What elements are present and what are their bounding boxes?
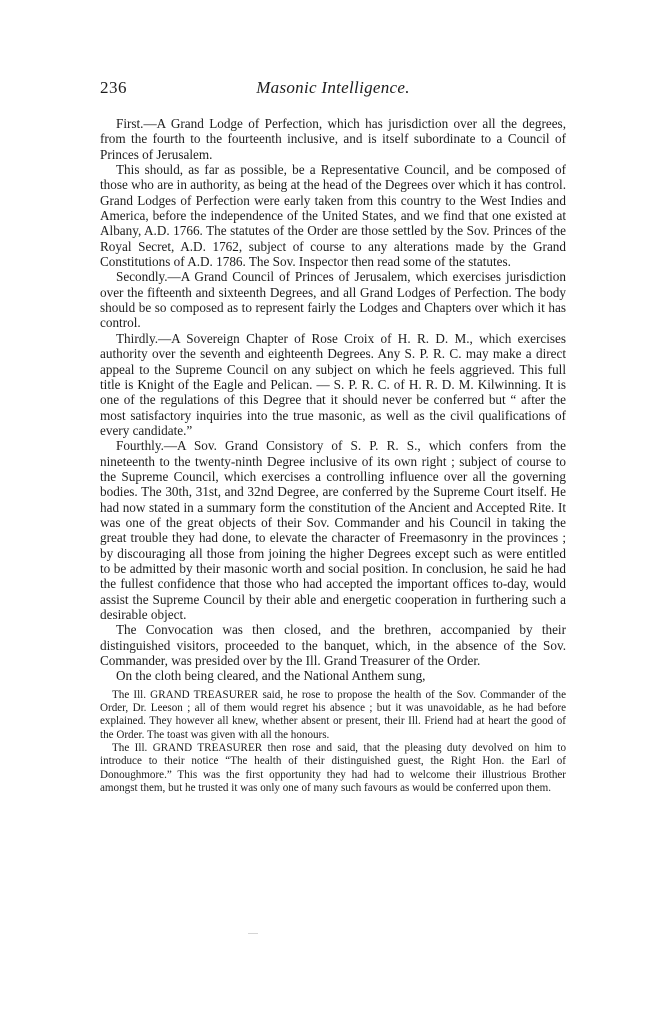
paragraph-toast-commander: The Ill. GRAND TREASURER said, he rose to propose the health of the Sov. Commander of the Order, Dr. Leeson ; all of them would regret his absence ; but it was unavoidable, as he had before explained. They however all knew, whether absent or present, their Ill. Friend had at heart the good of the Order. The toast was given with all the honours. xyxy=(100,688,566,741)
paragraph-representative-council: This should, as far as possible, be a Representative Council, and be composed of those who are in authority, as being at the head of the Degrees over which it has control. Grand Lodges of Perfection were early taken from this country to the West Indies and America, before the independence of the United States, and we find that one existed at Albany, A.D. 1766. The statutes of the Order are those settled by the Sov. Princes of the Royal Secret, A.D. 1762, subject of course to any alterations made by the Grand Constitutions of A.D. 1786. The Sov. Inspector then read some of the statutes. xyxy=(100,162,566,270)
page-header xyxy=(100,78,566,102)
paragraph-thirdly: Thirdly.—A Sovereign Chapter of Rose Croix of H. R. D. M., which exercises authority over the seventh and eighteenth Degrees. Any S. P. R. C. may make a direct appeal to the Supreme Council on any subject on which he feels aggrieved. This full title is Knight of the Eagle and Pelican. — S. P. R. C. of H. R. D. M. Kilwinning. It is one of the regulations of this Degree that it should never be conferred but “ after the most satisfactory inquiries into the true masonic, as well as the civil qualifications of every candidate.” xyxy=(100,330,566,438)
paragraph-fourthly: Fourthly.—A Sov. Grand Consistory of S. P. R. S., which confers from the nineteenth to the twenty-ninth Degree inclusive of its own right ; subject of course to the Supreme Council, which exercises a controlling influence over all the governing bodies. The 30th, 31st, and 32nd Degree, are conferred by the Supreme Court itself. He had now stated in a summary form the constitution of the Ancient and Accepted Rite. It was one of the great objects of their Sov. Commander and his Council in taking the great trouble they had done, to elevate the character of Freemasonry in the provinces ; by discouraging all those from joining the higher Degrees except such as were entitled to be admitted by their masonic worth and social position. In conclusion, he said he had the fullest confidence that those who had accepted the important offices to-day, would assist the Supreme Council by their able and energetic cooperation in furthering such a desirable object. xyxy=(100,438,566,622)
paragraph-first: First.—A Grand Lodge of Perfection, which has jurisdiction over all the degrees, from the fourth to the fourteenth inclusive, and is itself subordinate to a Council of Princes of Jerusalem. xyxy=(100,116,566,162)
document-page xyxy=(100,78,566,795)
running-head: Masonic Intelligence. xyxy=(256,78,410,97)
paragraph-secondly: Secondly.—A Grand Council of Princes of Jerusalem, which exercises jurisdiction over the fifteenth and sixteenth Degrees, and all Grand Lodges of Perfection. The body should be so composed as to represent fairly the Lodges and Chapters over which it has control. xyxy=(100,269,566,331)
paragraph-cloth-cleared: On the cloth being cleared, and the National Anthem sung, xyxy=(116,668,426,684)
page-number: 236 xyxy=(100,78,127,97)
paragraph-convocation-closed: The Convocation was then closed, and the brethren, accompanied by their distinguished visitors, proceeded to the banquet, which, in the absence of the Sov. Commander, was presided over by the Ill. Grand Treasurer of the Order. xyxy=(100,622,566,669)
page-end-mark xyxy=(248,933,258,934)
paragraph-toast-earl: The Ill. GRAND TREASURER then rose and said, that the pleasing duty devolved on him to introduce to their notice “The health of their distinguished guest, the Right Hon. the Earl of Donoughmore.” This was the first opportunity they had had to welcome their illustrious Brother amongst them, but he trusted it was only one of many such favours as would be conferred upon them. xyxy=(100,741,566,794)
